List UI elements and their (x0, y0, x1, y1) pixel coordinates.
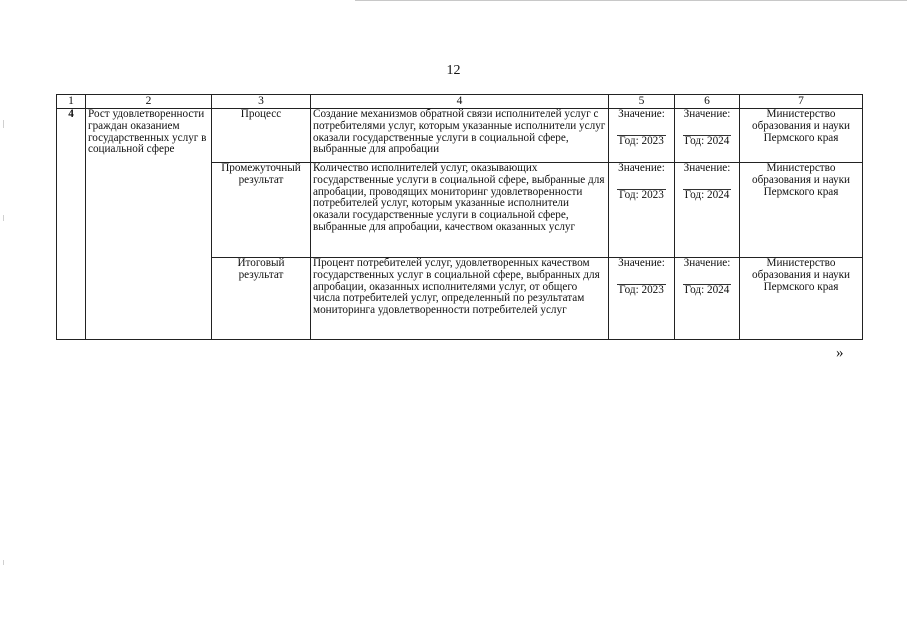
column-header: 2 (86, 95, 212, 109)
column-header: 6 (675, 95, 740, 109)
page-number: 12 (446, 63, 461, 78)
value-label: Значение: (683, 257, 731, 269)
value-label: Значение: (683, 162, 731, 174)
value-label: Значение: (618, 162, 665, 174)
indicator-description: Количество исполнителей услуг, оказывающих государственные услуги в социальной сфере, выбранные для апробации, проводящих мониторинг удовлетворенности потребителей услуг, которым указанные исполнители оказали государственные услуги в социальной сфере, выбранные для апробации, качеством оказанных услуг (311, 163, 609, 258)
value-year: Год: 2024 (684, 134, 730, 147)
value-year: Год: 2024 (684, 283, 730, 296)
column-header: 4 (311, 95, 609, 109)
indicator-type: Процесс (212, 109, 311, 163)
value-year: Год: 2024 (684, 188, 730, 201)
value-year: Год: 2023 (619, 188, 664, 201)
scan-speck (3, 120, 4, 128)
value-cell-col5 (609, 258, 675, 340)
value-label: Значение: (618, 108, 665, 120)
closing-quote-mark: » (836, 345, 844, 361)
scan-top-edge (355, 0, 907, 1)
value-label: Значение: (618, 257, 665, 269)
value-cell-col6 (675, 109, 740, 163)
indicator-type: Итоговый результат (212, 258, 311, 340)
header-row (57, 95, 863, 109)
scan-speck (3, 215, 4, 221)
results-table (56, 94, 863, 340)
value-cell-col6 (675, 163, 740, 258)
value-cell-col5 (609, 109, 675, 163)
result-name: Рост удовлетворенности граждан оказанием государственных услуг в социальной сфере (86, 109, 212, 340)
indicator-description: Создание механизмов обратной связи исполнителей услуг с потребителями услуг, которым указанные исполнители услуг оказали государственные услуги в социальной сфере, выбранные для апробации (311, 109, 609, 163)
responsible-body: Министерство образования и науки Пермского края (740, 258, 863, 340)
indicator-type: Промежуточный результат (212, 163, 311, 258)
value-cell-col5 (609, 163, 675, 258)
row-number: 4 (57, 109, 86, 340)
value-cell-col6 (675, 258, 740, 340)
column-header: 1 (57, 95, 86, 109)
responsible-body: Министерство образования и науки Пермского края (740, 163, 863, 258)
table-row (57, 109, 863, 163)
scan-speck (3, 560, 4, 565)
indicator-description: Процент потребителей услуг, удовлетворенных качеством государственных услуг в социальной сфере, выбранных для апробации, оказанных исполнителями услуг, от общего числа потребителей услуг, определенный по результатам мониторинга удовлетворенности потребителей услуг (311, 258, 609, 340)
column-header: 3 (212, 95, 311, 109)
column-header: 5 (609, 95, 675, 109)
column-header: 7 (740, 95, 863, 109)
value-year: Год: 2023 (619, 283, 664, 296)
value-label: Значение: (683, 108, 731, 120)
value-year: Год: 2023 (619, 134, 664, 147)
responsible-body: Министерство образования и науки Пермского края (740, 109, 863, 163)
